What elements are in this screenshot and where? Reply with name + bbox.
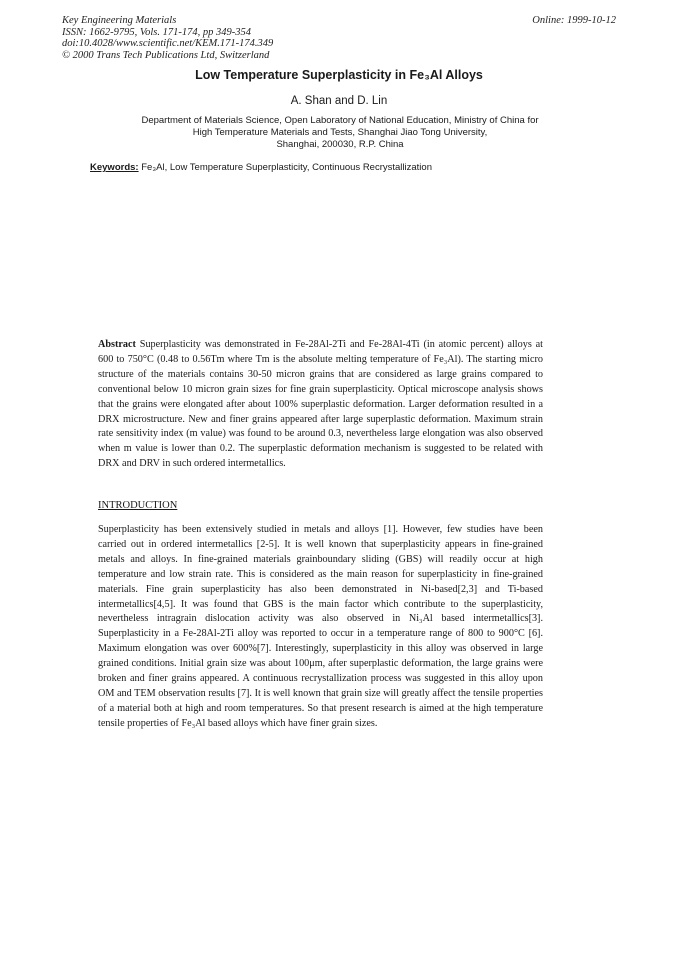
affiliation: [90, 115, 590, 151]
paper-authors: A. Shan and D. Lin: [290, 95, 388, 107]
paper-title: Low Temperature Superplasticity in Fe₃Al Alloys: [195, 68, 483, 82]
abstract: [98, 338, 543, 472]
abstract-text: Superplasticity was demonstrated in Fe-28Al-2Ti and Fe-28Al-4Ti (in atomic percent) alloys at 600 to 750°C (0.48 to 0.56Tm where Tm is the absolute melting temperature of Fe₃Al). The starting micro structure of the materials contains 30-50 micron grains that are considered as large grains compared to conventional below 10 micron grain sizes for fine grain superplasticity. Optical microscope analysis shows that the grains were elongated after about 100% superplastic deformation. Larger deformation resulted in a DRX microstructure. New and finer grains appeared after large superplastic deformation. Maximum strain rate sensitivity index (m value) was found to be around 0.3, nevertheless large elongation was also observed when m value is lower than 0.2. The superplastic deformation mechanism is suggested to be related with DRX and DRV in such ordered intermetallics.: [98, 339, 543, 470]
journal-header: [62, 15, 616, 61]
affiliation-line-3: Shanghai, 200030, R.P. China: [276, 139, 404, 150]
doi-line: doi:10.4028/www.scientific.net/KEM.171-174.349: [62, 38, 274, 49]
abstract-label: Abstract: [98, 339, 136, 350]
keywords-label: Keywords:: [90, 162, 139, 173]
affiliation-line-1: Department of Materials Science, Open Laboratory of National Education, Ministry of China for: [141, 115, 539, 126]
keywords-text: Fe₃Al, Low Temperature Superplasticity, Continuous Recrystallization: [138, 162, 432, 173]
affiliation-line-2: High Temperature Materials and Tests, Shanghai Jiao Tong University,: [192, 127, 488, 138]
introduction-text: Superplasticity has been extensively studied in metals and alloys [1]. However, few studies have been carried out in ordered intermetallics [2-5]. It is well known that superplasticity appears in fine-grained metals and alloys. In fine-grained materials grainboundary sliding (GBS) will readily occur at high temperature and low strain rate. This is considered as the main reason for superplasticity in fine-grained materials. Fine grain superplasticity has also been demonstrated in Ni-based[2,3] and Ti-based intermetallics[4,5]. It was found that GBS is the main factor which contribute to the superplasticity, nevertheless intragrain dislocation activity was also observed in Ni₃Al based intermetallics[3]. Superplasticity in a Fe-28Al-2Ti alloy was reported to occur in a temperature range of 800 to 900°C [6]. Maximum elongation was over 600%[7]. Interestingly, superplasticity in this alloy was observed in large grained conditions. Initial grain size was about 100μm, after superplastic deformation, the large grains were broken and finer grains appeared. A continuous recrystallization process was suggested in this alloy upon OM and TEM observation results [7]. It is well known that grain size will greatly affect the tensile properties of a material both at high and room temperatures. So that present research is aimed at the high temperature tensile properties of Fe₃Al based alloys which have finer grain sizes.: [98, 524, 543, 729]
issn-line: ISSN: 1662-9795, Vols. 171-174, pp 349-354: [62, 26, 251, 38]
copyright-line: © 2000 Trans Tech Publications Ltd, Switzerland: [62, 49, 270, 61]
introduction-heading: INTRODUCTION: [98, 500, 178, 511]
online-date: Online: 1999-10-12: [532, 15, 616, 26]
keywords: [90, 162, 432, 173]
journal-name: Key Engineering Materials: [62, 15, 177, 26]
